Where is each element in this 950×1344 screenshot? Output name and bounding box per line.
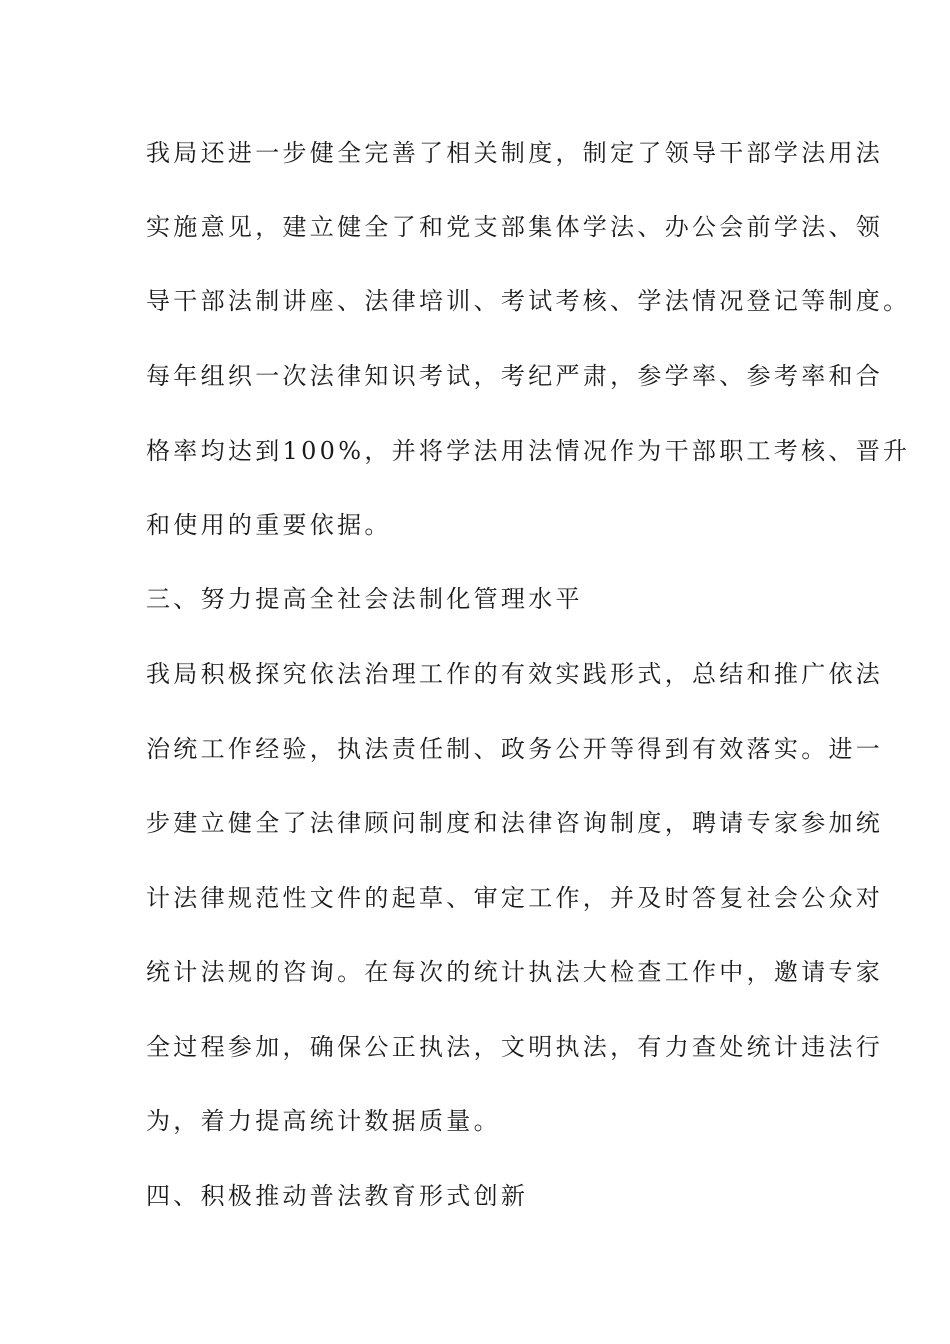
paragraph-line: 计法律规范性文件的起草、审定工作，并及时答复社会公众对 (146, 884, 884, 912)
paragraph-line: 步建立健全了法律顾问制度和法律咨询制度，聘请专家参加统 (146, 809, 884, 837)
paragraph-line: 和使用的重要依据。 (146, 511, 392, 539)
paragraph-line: 实施意见，建立健全了和党支部集体学法、办公会前学法、领 (146, 213, 884, 241)
section-heading: 三、努力提高全社会法制化管理水平 (146, 585, 583, 613)
paragraph-line: 我局还进一步健全完善了相关制度，制定了领导干部学法用法 (146, 139, 884, 167)
paragraph-line: 为，着力提高统计数据质量。 (146, 1107, 501, 1135)
paragraph-line: 我局积极探究依法治理工作的有效实践形式，总结和推广依法 (146, 660, 884, 688)
paragraph-line: 全过程参加，确保公正执法，文明执法，有力查处统计违法行 (146, 1033, 884, 1061)
paragraph-line: 格率均达到100%，并将学法用法情况作为干部职工考核、晋升 (146, 437, 911, 465)
paragraph-line: 治统工作经验，执法责任制、政务公开等得到有效落实。进一 (146, 735, 884, 763)
paragraph-line: 导干部法制讲座、法律培训、考试考核、学法情况登记等制度。 (146, 287, 911, 315)
section-heading: 四、积极推动普法教育形式创新 (146, 1182, 529, 1210)
paragraph-line: 统计法规的咨询。在每次的统计执法大检查工作中，邀请专家 (146, 958, 884, 986)
paragraph-line: 每年组织一次法律知识考试，考纪严肃，参学率、参考率和合 (146, 362, 884, 390)
